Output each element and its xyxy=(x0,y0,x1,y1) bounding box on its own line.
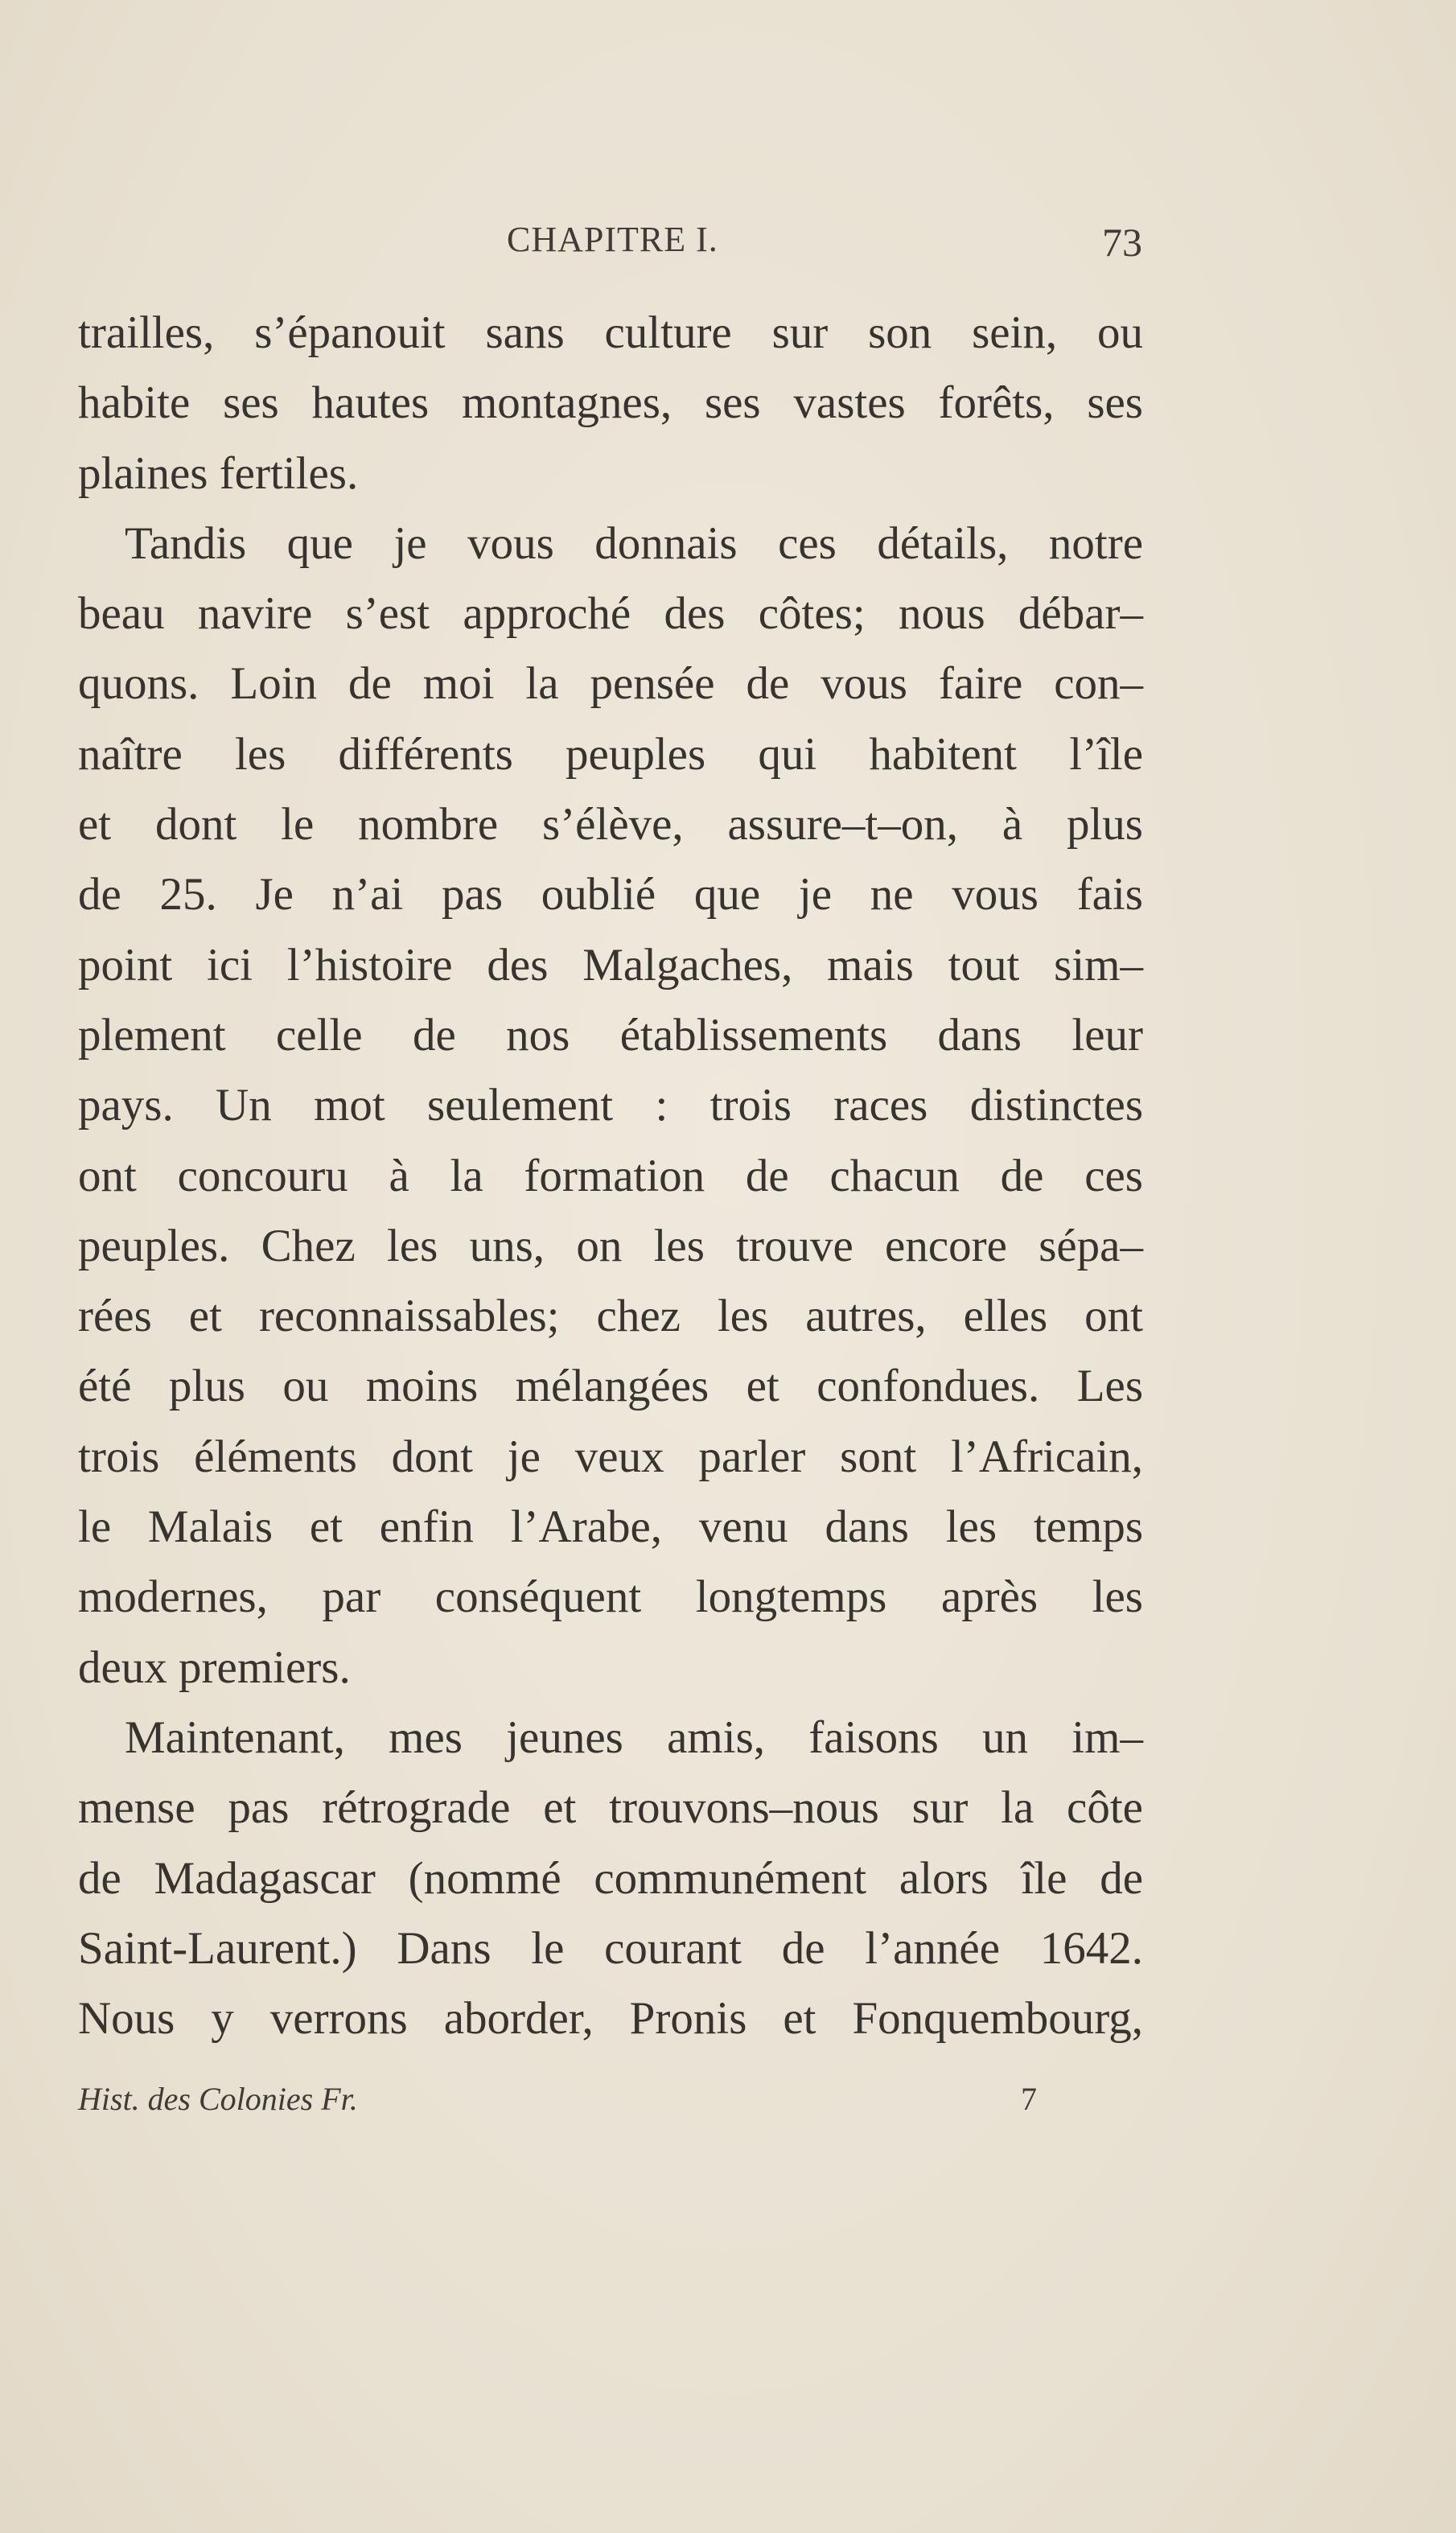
text-line: deux premiers. xyxy=(78,1641,351,1693)
text-line: rées et reconnaissables; chez les autres, elles ont xyxy=(78,1291,1143,1342)
text-line: quons. Loin de moi la pensée de vous faire con– xyxy=(78,658,1143,710)
body-text xyxy=(78,298,1143,2053)
text-line: et dont le nombre s’élève, assure–t–on, à plus xyxy=(78,799,1143,851)
text-line: trois éléments dont je veux parler sont l’Africain, xyxy=(78,1431,1143,1482)
running-header xyxy=(80,219,1142,275)
text-line: le Malais et enfin l’Arabe, venu dans les temps xyxy=(78,1501,1143,1553)
text-line: modernes, par conséquent longtemps après les xyxy=(78,1571,1143,1623)
text-line: été plus ou moins mélangées et confondues. Les xyxy=(78,1361,1143,1412)
signature-mark: Hist. des Colonies Fr. xyxy=(78,2081,358,2117)
text-line: mense pas rétrograde et trouvons–nous sur la côte xyxy=(78,1782,1143,1834)
text-line: Tandis que je vous donnais ces détails, notre xyxy=(125,517,1143,569)
text-line: Saint-Laurent.) Dans le courant de l’année 1642. xyxy=(78,1922,1143,1974)
text-line: de Madagascar (nommé communément alors île de xyxy=(78,1852,1143,1904)
page-footer xyxy=(78,2080,1140,2128)
text-line: Nous y verrons aborder, Pronis et Fonquembourg, xyxy=(78,1993,1143,2045)
text-line: pays. Un mot seulement : trois races distinctes xyxy=(78,1080,1143,1131)
text-line: peuples. Chez les uns, on les trouve encore sépa– xyxy=(78,1220,1143,1271)
text-line: trailles, s’épanouit sans culture sur son sein, ou xyxy=(78,307,1143,358)
text-line: habite ses hautes montagnes, ses vastes forêts, ses xyxy=(78,377,1143,429)
text-line: plement celle de nos établissements dans leur xyxy=(78,1009,1143,1061)
text-line: point ici l’histoire des Malgaches, mais tout sim– xyxy=(78,939,1143,991)
text-line: beau navire s’est approché des côtes; nous débar– xyxy=(78,588,1143,640)
text-line: plaines fertiles. xyxy=(78,447,359,499)
text-line: de 25. Je n’ai pas oublié que je ne vous fais xyxy=(78,869,1143,921)
running-title: CHAPITRE I. xyxy=(507,220,718,259)
text-line: Maintenant, mes jeunes amis, faisons un im– xyxy=(125,1711,1143,1763)
signature-number: 7 xyxy=(1021,2081,1037,2117)
text-line: ont concouru à la formation de chacun de ces xyxy=(78,1150,1143,1201)
page-number: 73 xyxy=(1102,220,1142,265)
text-line: naître les différents peuples qui habitent l’île xyxy=(78,728,1143,780)
